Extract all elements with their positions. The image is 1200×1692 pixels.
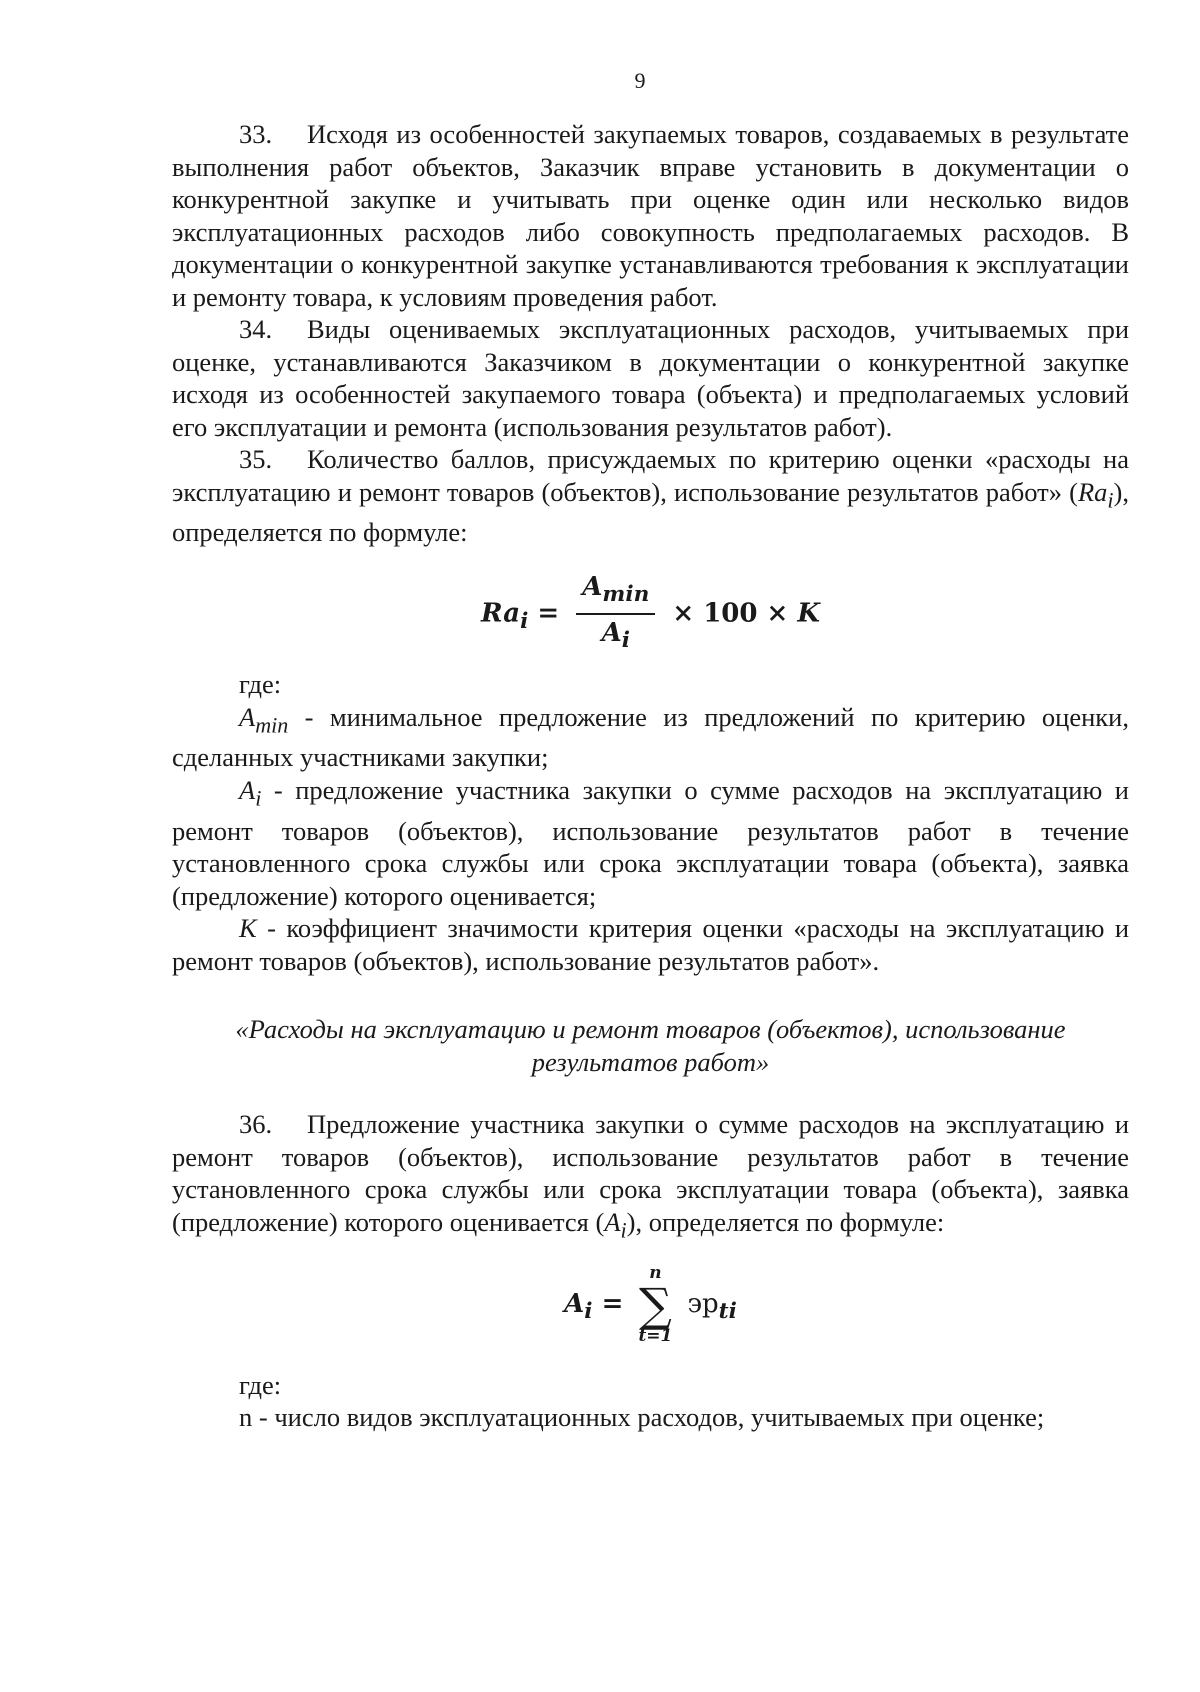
paragraph-text: Исходя из особенностей закупаемых товаров, создаваемых в результате выполнения работ объектов, Заказчик вправе установить в документации о конкурентной закупке и учитывать при оценке один или несколько видов эксплуатационных расходов либо совокупность предполагаемых расходов. В документации о конкурентной закупке устанавливаются требования к эксплуатации и ремонту товара, к условиям проведения работ. [172,119,1129,312]
paragraph-text: Виды оцениваемых эксплуатационных расходов, учитываемых при оценке, устанавливаются Заказчиком в документации о конкурентной закупке исходя из особенностей закупаемого товара (объекта) и предполагаемых условий его эксплуатации и ремонта (использования результатов работ). [172,314,1129,442]
formula-rai: $Ra_i$ = $\frac{A_{min}}{A_i}$ × 100 × K [172,571,1129,658]
where-label: где: [239,669,282,700]
document-body [172,118,1129,1434]
paragraph-number: 36. [239,1109,273,1140]
definition-amin: $A_{min}$ - минимальное предложение из предложений по критерию оценки, сделанных участниками закупки; [172,701,1129,773]
paragraph-36: 36. Предложение участника закупки о сумме расходов на эксплуатацию и ремонт товаров (объектов), использование результатов работ в течение установленного срока службы или срока эксплуатации товара (объекта), заявка (предложение) которого оценивается $(A_i)$, определяется по формуле: [172,1109,1129,1243]
page-number: 9 [634,68,646,93]
section-heading: «Расходы на эксплуатацию и ремонт товаров (объектов), использование результатов работ» [235,1014,1066,1077]
formula-ai: $A_i$ = n ∑ t=1 $эр_{ti}$ [564,1262,737,1346]
paragraph-35: 35. Количество баллов, присуждаемых по критерию оценки «расходы на эксплуатацию и ремонт товаров (объектов), использование результатов работ» $(Ra_i)$, определяется по формуле: [172,444,1129,548]
definition-n: n - число видов эксплуатационных расходов, учитываемых при оценке; [239,1402,1045,1433]
fraction: $\frac{A_{min}}{A_i}$ [576,571,655,658]
sigma-symbol: ∑ [638,1277,672,1332]
definition-ai: $A_i$ - предложение участника закупки о сумме расходов на эксплуатацию и ремонт товаров (объектов), использование результатов работ в течение установленного срока службы или срока эксплуатации товара (объекта), заявка (предложение) которого оценивается; [172,774,1129,911]
paragraph-number: 34. [239,314,273,344]
where-label: где: [239,1369,282,1400]
paragraph-number: 35. [239,444,273,474]
summation: n ∑ t=1 [638,1262,673,1346]
definition-k: K - коэффициент значимости критерия оценки «расходы на эксплуатацию и ремонт товаров (объектов), использование результатов работ». [172,913,1129,976]
paragraph-34 [172,313,1129,443]
paragraph-number: 33. [239,119,273,149]
paragraph-33 [172,118,1129,313]
